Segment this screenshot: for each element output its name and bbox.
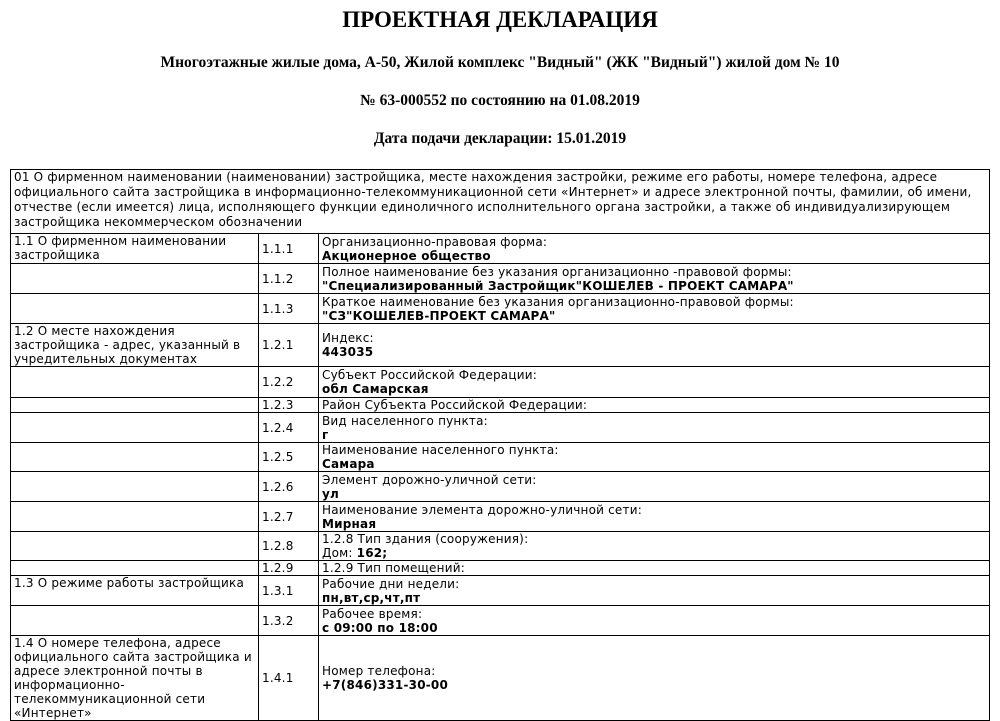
code-cell: 1.2.3 [259, 398, 319, 413]
section-01-text: 01 О фирменном наименовании (наименовании) застройщика, месте нахождения застройки, режиме его работы, номере телефона, адресе официального сайта застройщика в информационно-телекоммуникационной сети «Интернет» и адресе электронной почты, фамилии, об имени, отчестве (если имеется) лица, исполняющего функции единоличного исполнительного органа застройки, а также об индивидуализирующем застройщика некоммерческом обозначении [11, 170, 990, 234]
table-row [11, 561, 990, 576]
table-row [11, 294, 990, 324]
table-row [11, 636, 990, 721]
section-cell [11, 606, 259, 636]
section-cell [11, 472, 259, 502]
value-cell [319, 636, 990, 721]
section-cell [11, 367, 259, 398]
value-cell [319, 234, 990, 264]
field-label: Полное наименование без указания организационно -правовой формы: [322, 264, 792, 279]
value-cell [319, 561, 990, 576]
code-cell: 1.2.8 [259, 532, 319, 561]
value-cell [319, 367, 990, 398]
field-value: Акционерное общество [322, 248, 491, 263]
field-label: 1.2.9 Тип помещений: [322, 561, 465, 575]
field-value-bold: 162; [356, 546, 388, 560]
code-cell: 1.2.9 [259, 561, 319, 576]
table-row [11, 324, 990, 367]
value-cell [319, 472, 990, 502]
field-label: 1.2.8 Тип здания (сооружения): [322, 532, 529, 546]
table-row [11, 264, 990, 294]
section-cell [11, 561, 259, 576]
value-cell [319, 576, 990, 606]
table-row [11, 576, 990, 606]
document-page [0, 7, 1000, 721]
table-row [11, 398, 990, 413]
field-value: Мирная [322, 516, 377, 531]
code-cell: 1.2.2 [259, 367, 319, 398]
table-row [11, 472, 990, 502]
section-cell [11, 264, 259, 294]
code-cell: 1.3.2 [259, 606, 319, 636]
field-label: Вид населенного пункта: [322, 413, 488, 428]
table-row [11, 502, 990, 532]
subtitle-project: Многоэтажные жилые дома, А-50, Жилой комплекс "Видный" (ЖК "Видный") жилой дом № 10 [160, 54, 840, 71]
field-value: обл Самарская [322, 382, 429, 396]
value-cell [319, 294, 990, 324]
table-row [11, 606, 990, 636]
code-cell: 1.2.1 [259, 324, 319, 367]
field-value: ул [322, 486, 340, 501]
field-label: Наименование элемента дорожно-уличной сети: [322, 502, 642, 517]
value-cell [319, 398, 990, 413]
section-cell: 1.1 О фирменном наименовании застройщика [11, 234, 259, 264]
field-value [322, 546, 986, 560]
field-value: с 09:00 по 18:00 [322, 620, 438, 635]
code-cell: 1.2.7 [259, 502, 319, 532]
section-cell [11, 532, 259, 561]
code-cell: 1.2.5 [259, 443, 319, 472]
value-cell [319, 264, 990, 294]
table-row [11, 413, 990, 443]
table-row [11, 443, 990, 472]
code-cell: 1.1.1 [259, 234, 319, 264]
field-label: Индекс: [322, 331, 374, 345]
section-01-row [11, 170, 990, 234]
table-row [11, 532, 990, 561]
section-cell [11, 502, 259, 532]
value-cell [319, 502, 990, 532]
code-cell: 1.2.4 [259, 413, 319, 443]
field-value-prefix: Дом: [322, 546, 357, 560]
table-row [11, 367, 990, 398]
field-label: Номер телефона: [322, 664, 436, 678]
section-cell: 1.2 О месте нахождения застройщика - адрес, указанный в учредительных документах [11, 324, 259, 367]
code-cell: 1.4.1 [259, 636, 319, 721]
field-value: Самара [322, 457, 375, 471]
field-label: Организационно-правовая форма: [322, 234, 548, 249]
section-cell [11, 294, 259, 324]
field-value: пн,вт,ср,чт,пт [322, 590, 421, 605]
value-cell [319, 606, 990, 636]
subtitle-submission-date: Дата подачи декларации: 15.01.2019 [373, 130, 627, 147]
code-cell: 1.1.3 [259, 294, 319, 324]
field-value: "Специализированный Застройщик"КОШЕЛЕВ - ПРОЕКТ САМАРА" [322, 278, 794, 293]
value-cell [319, 413, 990, 443]
code-cell: 1.2.6 [259, 472, 319, 502]
field-value: +7(846)331-30-00 [322, 678, 449, 692]
table-row [11, 234, 990, 264]
field-value: "СЗ"КОШЕЛЕВ-ПРОЕКТ САМАРА" [322, 308, 556, 323]
field-label: Рабочее время: [322, 606, 423, 621]
section-cell: 1.4 О номере телефона, адресе официального сайта застройщика и адресе электронной почты в информационно-телекоммуникационной сети «Интернет» [11, 636, 259, 721]
value-cell [319, 443, 990, 472]
section-cell: 1.3 О режиме работы застройщика [11, 576, 259, 606]
value-cell [319, 324, 990, 367]
page-title: ПРОЕКТНАЯ ДЕКЛАРАЦИЯ [342, 7, 658, 32]
field-value: г [322, 427, 329, 442]
field-label: Район Субъекта Российской Федерации: [322, 398, 588, 412]
field-label: Субъект Российской Федерации: [322, 368, 537, 382]
section-cell [11, 413, 259, 443]
field-label: Рабочие дни недели: [322, 576, 460, 591]
subtitle-declaration-number: № 63-000552 по состоянию на 01.08.2019 [360, 92, 640, 109]
code-cell: 1.1.2 [259, 264, 319, 294]
field-label: Краткое наименование без указания организационно-правовой формы: [322, 294, 794, 309]
value-cell [319, 532, 990, 561]
field-value: 443035 [322, 345, 374, 359]
declaration-table [10, 169, 990, 721]
code-cell: 1.3.1 [259, 576, 319, 606]
section-cell [11, 443, 259, 472]
section-cell [11, 398, 259, 413]
field-label: Элемент дорожно-уличной сети: [322, 472, 537, 487]
field-label: Наименование населенного пункта: [322, 443, 559, 457]
